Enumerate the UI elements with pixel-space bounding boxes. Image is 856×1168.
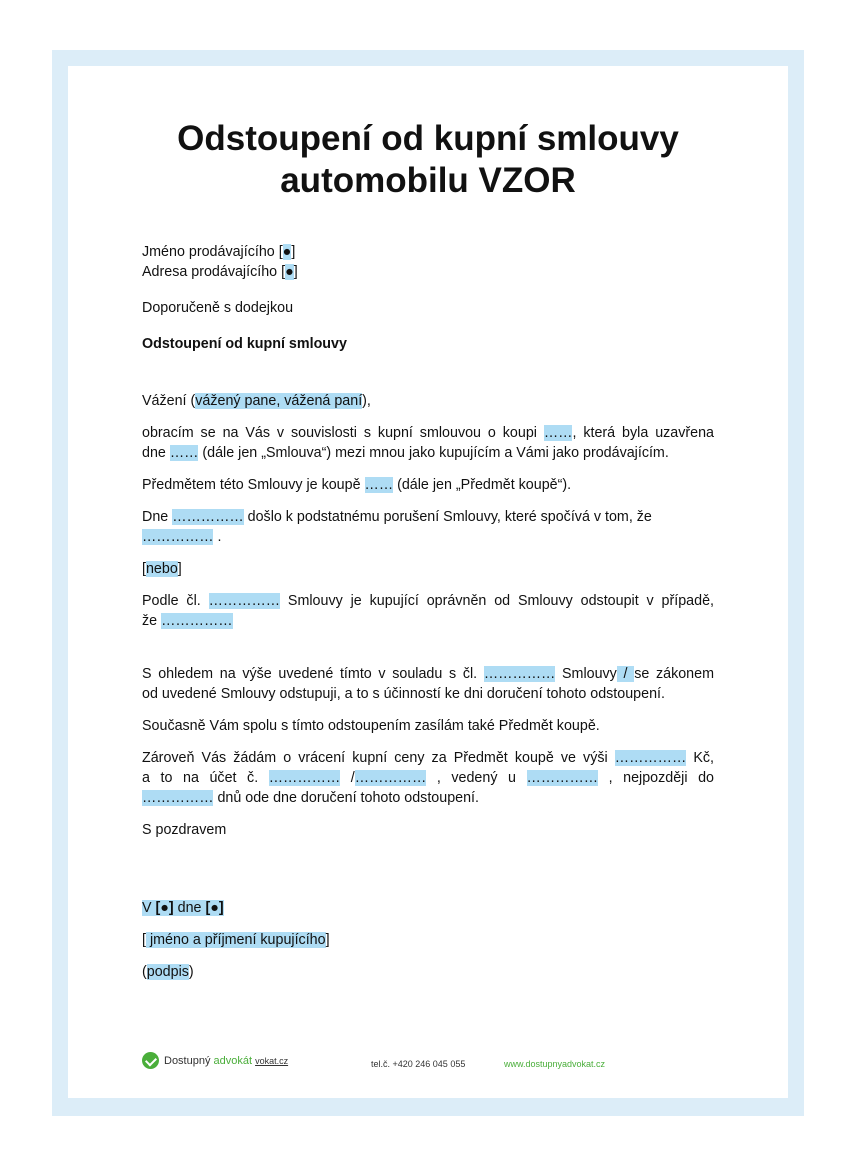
seller-name-line: Jméno prodávajícího [●] xyxy=(142,244,296,260)
footer-website: www.dostupnyadvokat.cz xyxy=(504,1059,606,1069)
place-and-date: V [●] dne [●] xyxy=(142,900,224,916)
paragraph-subject-of-purchase: Předmětem této Smlouvy je koupě …… (dále jen „Předmět koupě“). xyxy=(142,477,572,493)
placeholder-field: …………… xyxy=(142,529,214,545)
document-body xyxy=(142,242,714,982)
paragraph-refund-3: …………… dnů ode dne doručení tohoto odstoupení. xyxy=(142,790,479,806)
placeholder-field: jméno a příjmení kupujícího xyxy=(145,932,326,948)
placeholder-field: podpis xyxy=(146,964,189,980)
placeholder-field: …………… xyxy=(208,593,281,609)
placeholder-field: nebo xyxy=(145,561,178,577)
placeholder-field: vážený pane, vážená paní xyxy=(195,393,363,409)
document-title xyxy=(0,118,856,202)
paragraph-refund: Zároveň Vás žádám o vrácení kupní ceny za Předmět koupě ve výši …………… Kč, xyxy=(142,750,714,766)
signature: (podpis) xyxy=(142,964,194,980)
paragraph-withdrawal: S ohledem na výše uvedené tímto v souladu s čl. …………… Smlouvy / se zákonem xyxy=(142,666,714,682)
brand-logo xyxy=(142,1052,288,1069)
placeholder-mark: ● xyxy=(285,264,294,280)
placeholder-field: …… xyxy=(364,477,394,493)
paragraph-return-goods: Současně Vám spolu s tímto odstoupením zasílám také Předmět koupě. xyxy=(142,718,600,734)
placeholder-field: …………… xyxy=(483,666,556,682)
placeholder-mark: [●] xyxy=(205,900,224,916)
delivery-note: Doporučeně s dodejkou xyxy=(142,300,294,316)
alternative-marker: [nebo] xyxy=(142,561,182,577)
brand-check-icon xyxy=(142,1052,159,1069)
title-line-2: automobilu VZOR xyxy=(280,161,576,200)
placeholder-field: …… xyxy=(543,425,573,441)
paragraph-right-to-withdraw: Podle čl. …………… Smlouvy je kupující oprávněn od Smlouvy odstoupit v případě, xyxy=(142,593,714,609)
brand-site: vokat.cz xyxy=(255,1055,289,1066)
salutation: Vážení (vážený pane, vážená paní), xyxy=(142,393,371,409)
placeholder-field: …………… xyxy=(142,790,214,806)
closing: S pozdravem xyxy=(142,822,227,838)
placeholder-field: …… xyxy=(169,445,199,461)
placeholder-field: …………… xyxy=(614,750,687,766)
placeholder-field: …………… xyxy=(172,509,244,525)
brand-name: Dostupný advokát xyxy=(164,1054,253,1067)
placeholder-mark: [●] xyxy=(155,900,174,916)
paragraph-breach-2: …………… . xyxy=(142,529,222,545)
placeholder-field: …………… xyxy=(354,770,427,786)
seller-address-line: Adresa prodávajícího [●] xyxy=(142,264,298,280)
placeholder-field: …………… xyxy=(268,770,341,786)
placeholder-mark: ● xyxy=(282,244,292,260)
paragraph-right-to-withdraw-2: že …………… xyxy=(142,613,233,629)
paragraph-contract-2: dne …… (dále jen „Smlouva“) mezi mnou jako kupujícím a Vámi jako prodávajícím. xyxy=(142,445,669,461)
document-footer xyxy=(142,1050,714,1078)
placeholder-field: / xyxy=(616,666,635,682)
placeholder-field: …………… xyxy=(526,770,599,786)
title-line-1: Odstoupení od kupní smlouvy xyxy=(177,119,679,158)
buyer-name: [ jméno a příjmení kupujícího] xyxy=(142,932,330,948)
paragraph-refund-2: a to na účet č. …………… /…………… , vedený u …………… , nejpozději do xyxy=(142,770,714,786)
paragraph-breach: Dne …………… došlo k podstatnému porušení Smlouvy, které spočívá v tom, že xyxy=(142,509,652,525)
placeholder-field: …………… xyxy=(161,613,233,629)
letter-subject: Odstoupení od kupní smlouvy xyxy=(142,336,347,352)
footer-phone: tel.č. +420 246 045 055 xyxy=(371,1059,466,1069)
paragraph-withdrawal-2: od uvedené Smlouvy odstupuji, a to s účinností ke dni doručení tohoto odstoupení. xyxy=(142,686,665,702)
paragraph-contract: obracím se na Vás v souvislosti s kupní smlouvou o koupi ……, která byla uzavřena xyxy=(142,425,715,441)
